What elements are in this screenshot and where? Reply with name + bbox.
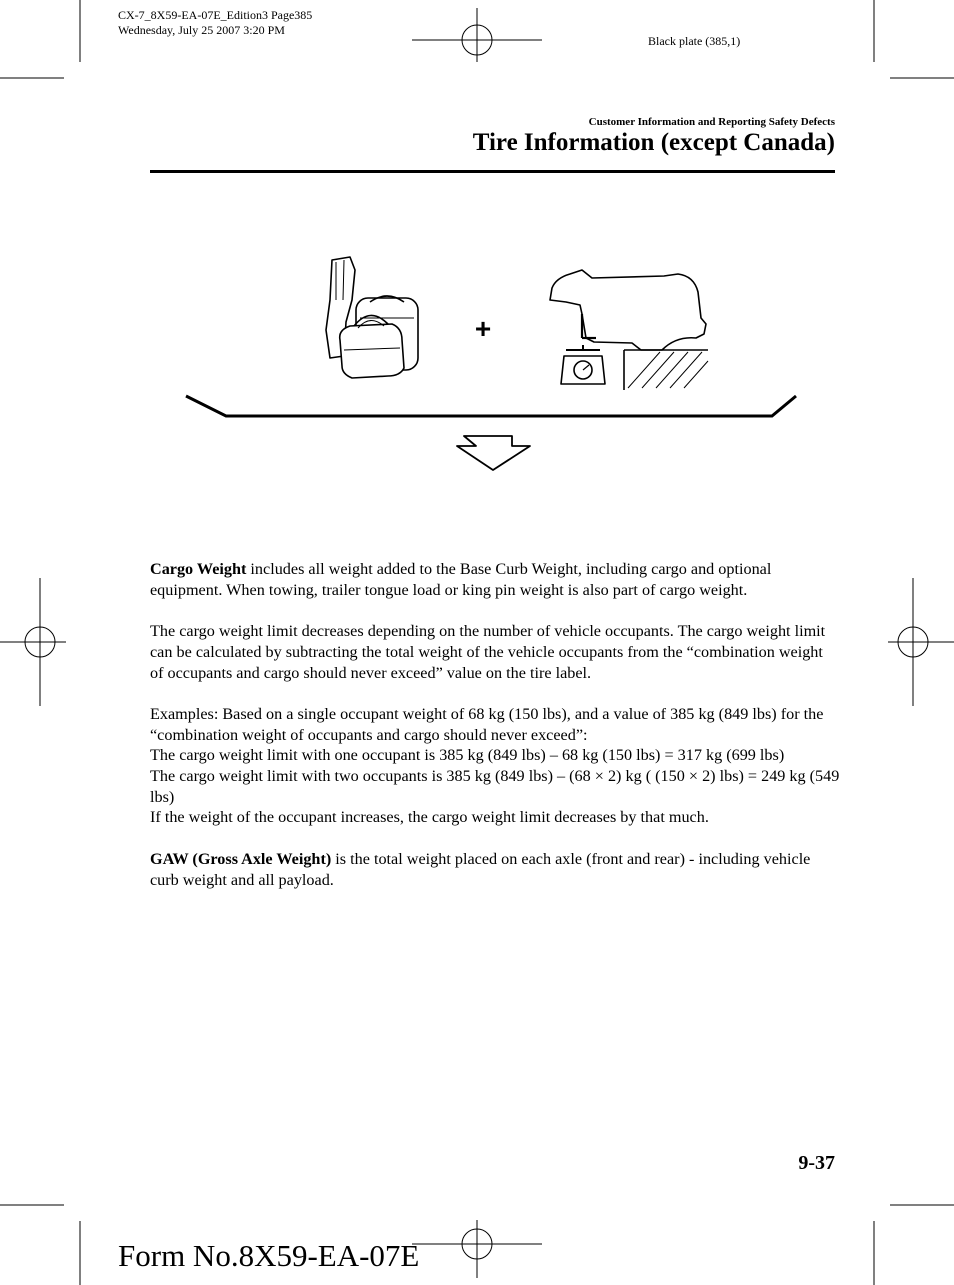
plus-sign: + (474, 313, 492, 344)
print-info-file: CX-7_8X59-EA-07E_Edition3 Page385 (118, 8, 313, 22)
example-note: If the weight of the occupant increases, the cargo weight limit decreases by that much. (150, 808, 709, 827)
term-gaw: GAW (Gross Axle Weight) (150, 849, 332, 868)
vehicle-on-scale-icon (550, 270, 708, 390)
example-one-occupant: The cargo weight limit with one occupant is 385 kg (849 lbs) – 68 kg (150 lbs) = 317 kg (699 lbs) (150, 746, 785, 765)
paragraph-cargo-limit: The cargo weight limit decreases depending on the number of vehicle occupants. The cargo weight limit can be calculated by subtracting the total weight of the vehicle occupants from the “combination weight of occupants and cargo should never exceed” value on the tire label. (150, 622, 826, 682)
print-info-date: Wednesday, July 25 2007 3:20 PM (118, 23, 285, 37)
title-rule (150, 170, 835, 173)
down-arrow-icon (457, 436, 530, 470)
plate-label: Black plate (385,1) (648, 34, 741, 48)
registration-mark-bottom (412, 1220, 542, 1278)
paragraph-examples (150, 704, 840, 828)
paragraph-gaw (150, 849, 840, 890)
registration-mark-left (0, 578, 66, 706)
examples-intro: Examples: Based on a single occupant weight of 68 kg (150 lbs), and a value of 385 kg (849 lbs) for the “combination weight of occupants and cargo should never exceed”: (150, 704, 824, 744)
form-number: Form No.8X59-EA-07E (118, 1238, 420, 1273)
definition-cargo-weight: includes all weight added to the Base Curb Weight, including cargo and optional equipment. When towing, trailer tongue load or king pin weight is also part of cargo weight. (150, 560, 772, 599)
luggage-icon (326, 257, 418, 378)
cargo-weight-illustration (180, 245, 800, 480)
definition-gaw: is the total weight placed on each axle (front and rear) - including vehicle curb weight and all payload. (150, 849, 811, 889)
example-two-occupants: The cargo weight limit with two occupants is 385 kg (849 lbs) – (68 × 2) kg ( (150 × 2) lbs) = 249 kg (549 lbs) (150, 767, 840, 806)
section-label: Customer Information and Reporting Safety Defects (588, 116, 835, 128)
page-title: Tire Information (except Canada) (472, 129, 835, 156)
bracket-line (186, 396, 796, 416)
page-number: 9-37 (798, 1152, 835, 1174)
registration-mark-right (888, 578, 954, 706)
registration-mark-top (412, 8, 542, 62)
print-info (118, 8, 312, 38)
paragraph-cargo-weight (150, 559, 840, 600)
body-text (150, 559, 840, 911)
term-cargo-weight: Cargo Weight (150, 560, 247, 578)
